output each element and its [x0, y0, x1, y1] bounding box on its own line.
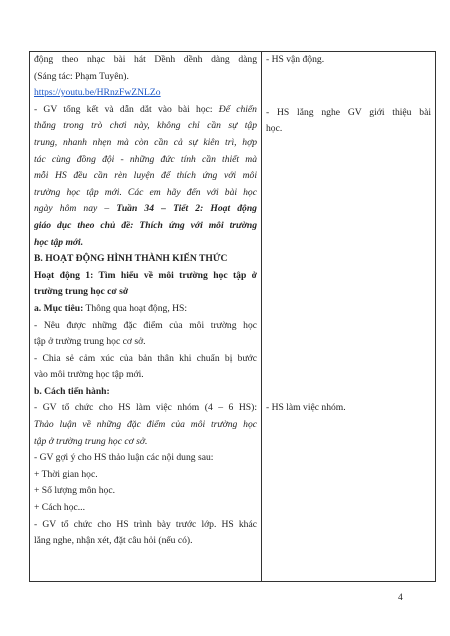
section-heading: B. HOẠT ĐỘNG HÌNH THÀNH KIẾN THỨC: [34, 253, 228, 265]
subheading: b. Cách tiến hành:: [34, 385, 110, 397]
text-line: - HS vận động.: [266, 54, 325, 65]
text-line: - HS lắng nghe GV giới thiệu bài: [266, 106, 431, 118]
text-line: tập ở trường trung học cơ sở.: [34, 435, 148, 447]
text-line: học tập mới.: [34, 236, 84, 248]
activity-heading: Hoạt động 1: Tìm hiểu về môi trường học tập ở: [34, 269, 257, 281]
text-line: vào môi trường học tập mới.: [34, 369, 144, 381]
teacher-activities-cell: [30, 52, 262, 582]
page-number: 4: [398, 593, 403, 603]
text-line: a. Mục tiêu: Thông qua hoạt động, HS:: [34, 302, 188, 314]
text-line: giáo dục theo chủ đề: Thích ứng với môi trường: [34, 219, 257, 231]
text-line: lắng nghe, nhận xét, đặt câu hỏi (nếu có).: [34, 535, 193, 547]
text-line: trung, nhanh nhẹn mà còn cần cả sự kiên trì, hợp: [34, 136, 257, 148]
text-line: - GV gợi ý cho HS thảo luận các nội dung sau:: [34, 452, 214, 464]
text-line: - HS làm việc nhóm.: [266, 401, 346, 413]
text-line: + Số lượng môn học.: [34, 485, 115, 497]
text-line: động theo nhạc bài hát Dềnh dềnh dàng dàng: [34, 54, 257, 65]
text-line: - Nêu được những đặc điểm của môi trường học: [34, 319, 257, 331]
text-line: tác cùng đồng đội - những đức tính cần thiết mà: [34, 153, 257, 165]
youtube-link[interactable]: https://youtu.be/HRnzFwZNLZo: [34, 87, 161, 99]
lesson-table: [29, 51, 436, 582]
text-line: tập ở trường trung học cơ sở.: [34, 336, 146, 348]
text-line: Thảo luận về những đặc điểm của môi trường học: [34, 419, 257, 431]
video-link-line: [34, 85, 257, 102]
text-line: trường học tập mới. Các em hãy đến với bài học: [34, 186, 257, 198]
student-activities-cell: [262, 52, 436, 582]
text-line: + Cách học...: [34, 502, 85, 514]
activity-heading: trường trung học cơ sở: [34, 286, 129, 298]
text-line: thắng trong trò chơi này, không chỉ cần sự tập: [34, 120, 257, 132]
table-row: [30, 52, 436, 582]
text-line: mỗi HS đều cần rèn luyện để thích ứng với môi: [34, 170, 257, 182]
text-line: học.: [266, 123, 283, 135]
text-line: + Thời gian học.: [34, 468, 98, 480]
spacer: [266, 69, 431, 105]
text-line: - Chia sẻ cảm xúc của bản thân khi chuẩn bị bước: [34, 352, 257, 364]
text-line: - GV tổng kết và dẫn dắt vào bài học: Để chiến: [34, 103, 257, 115]
spacer: [266, 138, 431, 400]
text-line: ngày hôm nay – Tuần 34 – Tiết 2: Hoạt động: [34, 203, 257, 215]
text-line: - GV tổ chức cho HS làm việc nhóm (4 – 6 HS):: [34, 402, 257, 414]
text-line: - GV tổ chức cho HS trình bày trước lớp. HS khác: [34, 518, 257, 530]
text-line: (Sáng tác: Phạm Tuyên).: [34, 70, 129, 82]
